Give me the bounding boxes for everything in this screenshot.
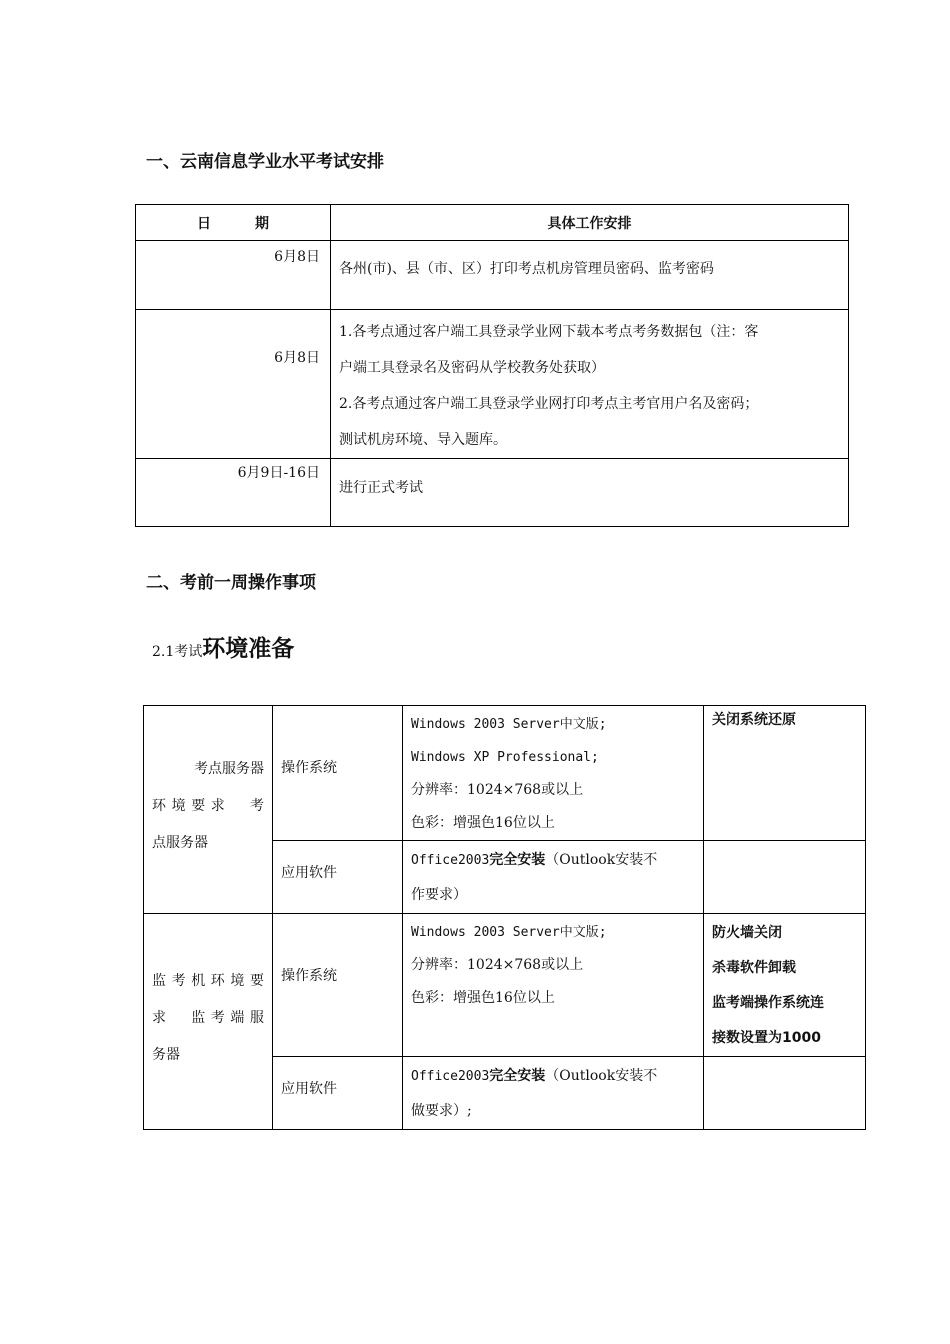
monitor-os-label: 操作系统 xyxy=(273,914,403,1057)
monitor-os-line: 色彩：增强色16位以上 xyxy=(411,990,555,1006)
section-2-title: 二、考前一周操作事项 xyxy=(146,573,316,593)
work-line: 1.各考点通过客户端工具登录学业网下载本考点考务数据包（注：客 xyxy=(339,324,759,340)
date-header-a: 日 xyxy=(197,215,211,232)
monitor-label-line: 务器 xyxy=(152,1047,180,1063)
monitor-label xyxy=(144,914,273,1130)
app-note: （Outlook安装不 xyxy=(545,852,658,868)
server-label xyxy=(144,706,273,914)
server-os-line: 色彩：增强色16位以上 xyxy=(411,815,555,831)
schedule-date: 6月8日 xyxy=(136,310,331,459)
section-1-title: 一、云南信息学业水平考试安排 xyxy=(146,152,384,172)
monitor-label-line: 监考机环境要 xyxy=(152,973,264,989)
app-install-mode: 完全安装 xyxy=(489,852,546,868)
date-header xyxy=(136,205,331,241)
subsection-main: 环境准备 xyxy=(202,636,295,662)
server-app-note xyxy=(704,841,866,914)
monitor-app-note xyxy=(704,1057,866,1130)
schedule-date: 6月8日 xyxy=(136,241,331,310)
schedule-work xyxy=(331,310,849,459)
app-install-mode: 完全安装 xyxy=(489,1068,546,1084)
work-line: 各州(市)、县（市、区）打印考点机房管理员密码、监考密码 xyxy=(339,261,714,277)
subsection-prefix: 2.1考试 xyxy=(152,644,203,660)
server-os-line: Windows 2003 Server中文版; xyxy=(411,717,607,732)
monitor-os-note: 接数设置为1000 xyxy=(712,1030,821,1046)
server-os-spec xyxy=(403,706,704,841)
schedule-work xyxy=(331,459,849,527)
schedule-work xyxy=(331,241,849,310)
server-label-line: 环境要求 考 xyxy=(152,798,264,814)
server-label-line: 考点服务器 xyxy=(194,761,264,777)
schedule-table xyxy=(135,204,849,527)
work-line: 户端工具登录名及密码从学校教务处获取） xyxy=(339,360,605,376)
server-app-spec xyxy=(403,841,704,914)
monitor-os-row xyxy=(144,914,866,1057)
monitor-os-spec xyxy=(403,914,704,1057)
schedule-row xyxy=(136,241,849,310)
monitor-app-line: 做要求）; xyxy=(411,1103,472,1119)
server-app-label: 应用软件 xyxy=(273,841,403,914)
server-os-label: 操作系统 xyxy=(273,706,403,841)
schedule-header-row xyxy=(136,205,849,241)
schedule-row xyxy=(136,459,849,527)
server-app-line: 作要求） xyxy=(411,887,467,903)
monitor-app-line xyxy=(411,1059,695,1094)
monitor-app-label: 应用软件 xyxy=(273,1057,403,1130)
app-note: （Outlook安装不 xyxy=(545,1068,658,1084)
work-line: 2.各考点通过客户端工具登录学业网打印考点主考官用户名及密码； xyxy=(339,396,759,412)
monitor-os-note: 监考端操作系统连 xyxy=(712,995,824,1011)
app-name: Office2003 xyxy=(411,1069,490,1084)
app-name: Office2003 xyxy=(411,853,490,868)
monitor-app-spec xyxy=(403,1057,704,1130)
work-line: 测试机房环境、导入题库。 xyxy=(339,432,507,448)
environment-table xyxy=(143,705,866,1130)
monitor-os-line: 分辨率：1024×768或以上 xyxy=(411,957,584,973)
server-os-row xyxy=(144,706,866,841)
work-line: 进行正式考试 xyxy=(339,480,423,496)
subsection-title xyxy=(152,630,294,663)
server-os-line: 分辨率：1024×768或以上 xyxy=(411,782,584,798)
date-header-b: 期 xyxy=(255,215,269,232)
monitor-os-note: 防火墙关闭 xyxy=(712,925,782,941)
server-app-line xyxy=(411,843,695,878)
work-header: 具体工作安排 xyxy=(331,205,849,241)
schedule-date: 6月9日-16日 xyxy=(136,459,331,527)
monitor-os-note: 杀毒软件卸载 xyxy=(712,960,796,976)
schedule-row xyxy=(136,310,849,459)
monitor-os-notes xyxy=(704,914,866,1057)
server-os-line: Windows XP Professional; xyxy=(411,750,599,765)
server-label-line: 点服务器 xyxy=(152,835,208,851)
monitor-label-line: 求 监考端服 xyxy=(152,1010,264,1026)
monitor-os-line: Windows 2003 Server中文版; xyxy=(411,925,607,940)
server-os-note: 关闭系统还原 xyxy=(704,706,866,841)
